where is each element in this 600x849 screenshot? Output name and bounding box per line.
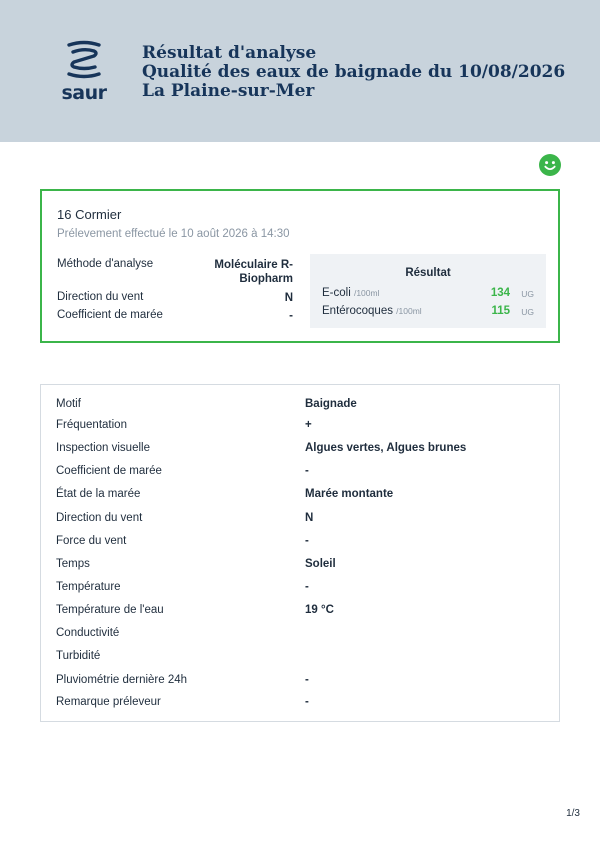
detail-value: - xyxy=(305,535,309,547)
detail-label: Force du vent xyxy=(56,535,127,547)
param-label: Coefficient de marée xyxy=(57,309,163,321)
detail-label: Temps xyxy=(56,558,90,570)
detail-value: - xyxy=(305,674,309,686)
param-value: - xyxy=(289,310,293,322)
result-per-unit: /100ml xyxy=(353,288,380,298)
detail-value: + xyxy=(305,419,312,431)
detail-value: Soleil xyxy=(305,558,336,570)
param-value: Moléculaire R- Biopharm xyxy=(214,259,293,285)
result-enterocoques xyxy=(322,305,534,317)
header-titles xyxy=(142,44,565,101)
details-card xyxy=(40,384,560,722)
site-name: 16 Cormier xyxy=(57,207,122,222)
result-label: Entérocoques xyxy=(322,305,393,317)
page-number: 1/3 xyxy=(566,808,580,819)
result-ecoli xyxy=(322,287,534,299)
smiley-happy-icon xyxy=(539,154,561,176)
detail-label: Température de l'eau xyxy=(56,604,164,616)
saur-logo xyxy=(58,40,110,104)
param-label: Méthode d'analyse xyxy=(57,258,154,270)
result-per-unit: /100ml xyxy=(396,306,422,316)
result-unit: UG xyxy=(521,289,534,299)
detail-label: Pluviométrie dernière 24h xyxy=(56,674,188,686)
result-card xyxy=(40,189,560,343)
detail-label: Turbidité xyxy=(56,650,101,662)
page-header xyxy=(0,0,600,142)
result-box xyxy=(310,254,546,328)
detail-label: Coefficient de marée xyxy=(56,465,162,477)
detail-label: Motif xyxy=(56,398,81,410)
location-title: La Plaine-sur-Mer xyxy=(142,81,315,101)
result-value: 134 xyxy=(490,287,510,299)
page-subtitle: Qualité des eaux de baignade du 10/08/2026 xyxy=(142,62,566,82)
detail-label: Température xyxy=(56,581,121,593)
param-label: Direction du vent xyxy=(57,291,144,303)
detail-label: Conductivité xyxy=(56,627,120,639)
result-label: E-coli xyxy=(322,287,351,299)
detail-value: 19 °C xyxy=(305,604,334,616)
param-value: N xyxy=(284,292,293,304)
logo-wordmark: saur xyxy=(61,82,107,104)
detail-label: Inspection visuelle xyxy=(56,442,150,454)
result-box-title: Résultat xyxy=(405,267,451,279)
detail-label: Remarque préleveur xyxy=(56,696,161,708)
detail-value: - xyxy=(305,581,309,593)
result-unit: UG xyxy=(521,307,534,317)
detail-value: Marée montante xyxy=(305,488,394,500)
page-title: Résultat d'analyse xyxy=(142,43,317,63)
detail-value: - xyxy=(305,696,309,708)
detail-value: Baignade xyxy=(305,398,357,410)
result-value: 115 xyxy=(491,305,510,317)
detail-value: Algues vertes, Algues brunes xyxy=(305,442,467,454)
detail-value: - xyxy=(305,465,309,477)
detail-label: Direction du vent xyxy=(56,512,143,524)
detail-label: Fréquentation xyxy=(56,419,127,431)
sample-date: Prélevement effectué le 10 août 2026 à 14:30 xyxy=(57,228,290,240)
detail-label: État de la marée xyxy=(56,488,141,500)
detail-value: N xyxy=(305,512,314,524)
saur-wave-icon xyxy=(58,40,110,80)
